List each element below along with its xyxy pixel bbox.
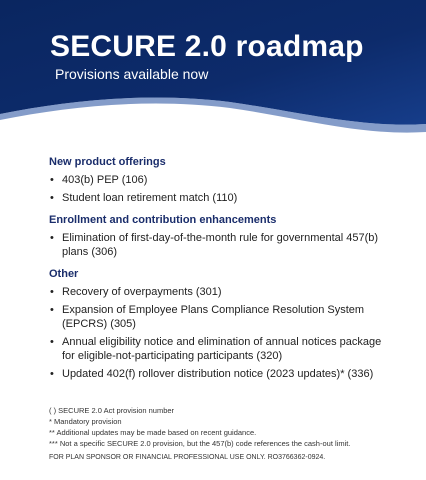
provision-text: Recovery of overpayments (301) [62,286,222,298]
provision-list [49,285,389,381]
provision-text: 403(b) PEP (106) [62,174,148,186]
page-title: SECURE 2.0 roadmap [50,30,364,63]
section-heading: Other [49,268,79,280]
list-item [49,335,389,363]
list-item [49,231,389,259]
bullet-icon: • [50,286,54,298]
provision-list [49,231,389,259]
list-item [49,367,389,381]
bullet-icon: • [50,336,54,348]
provisions-content [49,156,389,390]
bullet-icon: • [50,192,54,204]
bullet-icon: • [50,232,54,244]
list-item [49,285,389,299]
section-new-product-offerings [49,156,389,205]
section-enrollment-contribution [49,214,389,259]
header-banner [0,0,426,150]
disclaimer-text: FOR PLAN SPONSOR OR FINANCIAL PROFESSIONAL USE ONLY. RO3766362-0924. [49,454,326,461]
provision-list [49,173,389,205]
provision-text: Student loan retirement match (110) [62,192,238,204]
footnote: ( ) SECURE 2.0 Act provision number [49,406,175,415]
list-item [49,191,389,205]
footnotes [49,405,419,449]
provision-text: Expansion of Employee Plans Compliance Resolution System (EPCRS) (305) [62,304,365,330]
bullet-icon: • [50,304,54,316]
page-subtitle: Provisions available now [55,66,209,82]
section-heading: Enrollment and contribution enhancements [49,214,277,226]
footnote: * Mandatory provision [49,417,122,426]
provision-text: Annual eligibility notice and elimination of annual notices package for eligible-not-participating participants (320) [62,336,382,362]
provision-text: Updated 402(f) rollover distribution notice (2023 updates)* (336) [62,368,374,380]
provision-text: Elimination of first-day-of-the-month rule for governmental 457(b) plans (306) [62,232,379,258]
bullet-icon: • [50,368,54,380]
bullet-icon: • [50,174,54,186]
list-item [49,173,389,187]
footnote: ** Additional updates may be made based on recent guidance. [49,428,257,437]
section-heading: New product offerings [49,156,166,168]
section-other [49,268,389,381]
footnote: *** Not a specific SECURE 2.0 provision, but the 457(b) code references the cash-out limit. [49,439,351,448]
list-item [49,303,389,331]
